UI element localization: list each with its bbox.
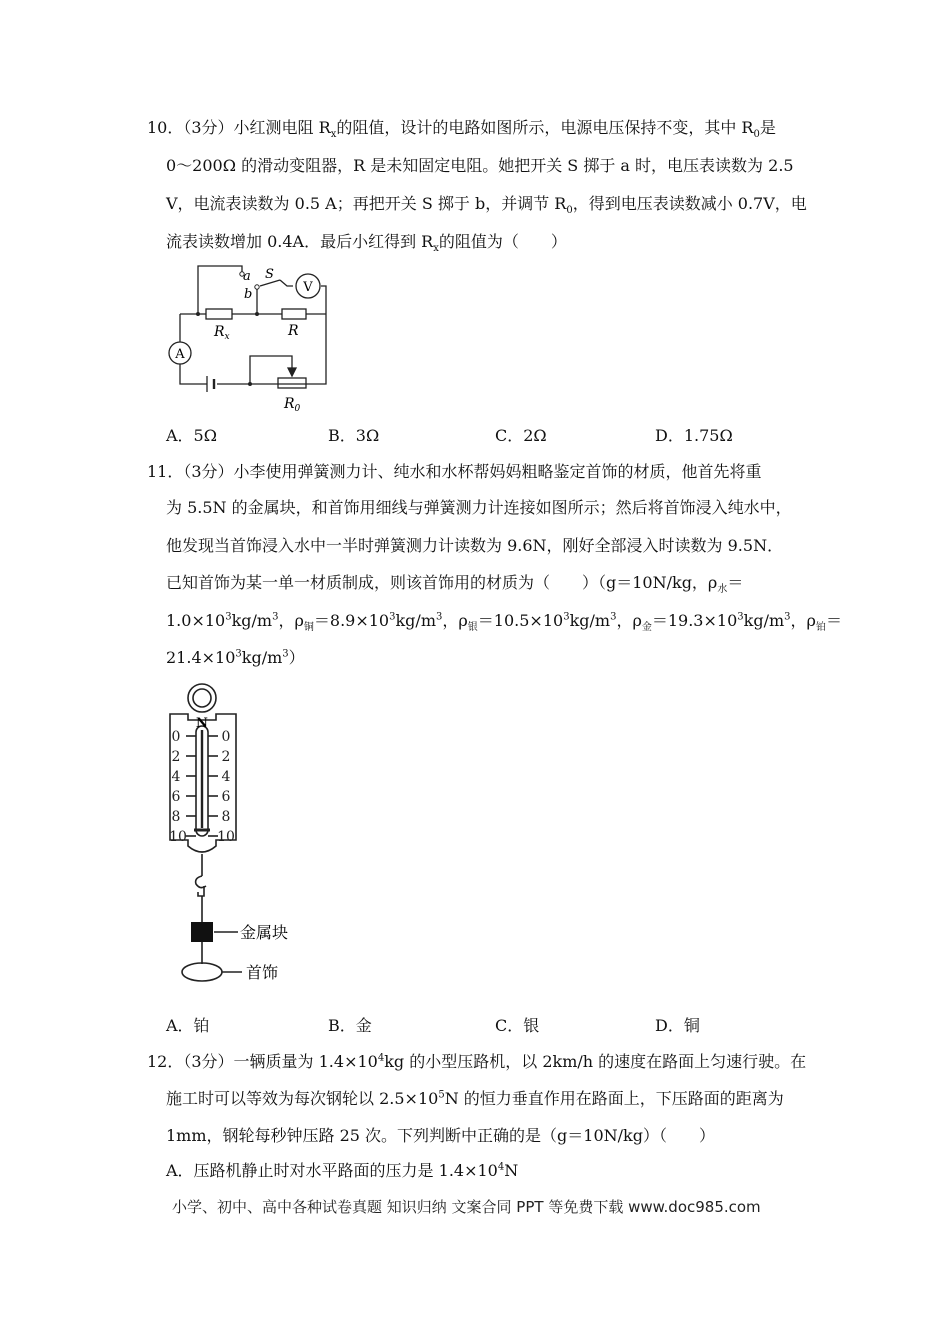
q11-line-5: $1.0\times 10^3kg/m^3$，$\rho_铜=8.9\times 10^3kg/m^3$，$\rho_银=10.5\times 10^3kg/m^3$，$\rho_金=19.3\times 10^3kg/m^3$，$\rho_铂=$: [166, 611, 842, 634]
q10-option-b[interactable]: B．3Ω: [328, 426, 380, 445]
q11-line-3: 他发现当首饰浸入水中一半时弹簧测力计读数为 9.6N，刚好全部浸入时读数为 9.5N．: [166, 536, 784, 555]
r-label: R: [288, 323, 299, 339]
circuit-diagram: [160, 258, 340, 418]
svg-text:2: 2: [221, 749, 231, 765]
r0-label: $R_0$: [284, 396, 301, 414]
svg-text:10: 10: [217, 829, 235, 845]
q11-line-6: $21.4\times 10^3kg/m^3$）: [166, 648, 305, 667]
jewelry-label: 首饰: [246, 963, 279, 982]
q11-line-1: 11．（3分）小李使用弹簧测力计、纯水和水杯帮妈妈粗略鉴定首饰的材质，他首先将重: [147, 462, 762, 481]
q12-line-3: 1mm，钢轮每秒钟压路 25 次。下列判断中正确的是（g＝10N/kg）（ ）: [166, 1126, 715, 1145]
svg-text:2: 2: [171, 749, 181, 765]
metal-block-label: 金属块: [240, 923, 289, 942]
q10-line-2: 0～200Ω 的滑动变阻器，R 是未知固定电阻。她把开关 S 掷于 a 时，电压表读数为 2.5: [166, 156, 794, 175]
q11-option-d[interactable]: D．铜: [655, 1016, 700, 1035]
q11-line-2: 为 5.5N 的金属块，和首饰用细线与弹簧测力计连接如图所示；然后将首饰浸入纯水中，: [166, 498, 792, 517]
scale-unit-label: N: [196, 716, 208, 731]
rx-label: $R_x$: [214, 324, 230, 342]
q10-option-c[interactable]: C．2Ω: [495, 426, 547, 445]
q11-line-4: 已知首饰为某一单一材质制成，则该首饰用的材质为（ ）（g＝10N/kg，$\rho_水=$: [166, 573, 744, 596]
q11-option-b[interactable]: B．金: [328, 1016, 372, 1035]
svg-text:6: 6: [171, 789, 181, 805]
svg-text:4: 4: [221, 769, 231, 785]
svg-text:0: 0: [221, 729, 231, 745]
q11-option-a[interactable]: A．铂: [166, 1016, 210, 1035]
contact-b-label: b: [244, 287, 253, 302]
q10-option-a[interactable]: A．5Ω: [166, 426, 218, 445]
page-footer: 小学、初中、高中各种试卷真题 知识归纳 文案合同 PPT 等免费下载 www.doc985.com: [172, 1198, 761, 1216]
metal-block: [191, 922, 213, 942]
q12-line-1: 12．（3分）一辆质量为 $1.4\times 10^4kg$ 的小型压路机，以 2km/h 的速度在路面上匀速行驶。在: [147, 1052, 807, 1071]
q11-option-c[interactable]: C．银: [495, 1016, 540, 1035]
q10-option-d[interactable]: D．1.75Ω: [655, 426, 733, 445]
contact-a-label: a: [243, 269, 251, 284]
svg-text:10: 10: [169, 829, 187, 845]
svg-text:6: 6: [221, 789, 231, 805]
switch-label: S: [265, 267, 274, 282]
q12-option-a[interactable]: A．压路机静止时对水平路面的压力是 $1.4\times 10^4N$: [166, 1161, 519, 1180]
svg-text:8: 8: [221, 809, 231, 825]
q10-line-1: 10．（3分）小红测电阻 $R_x$的阻值，设计的电路如图所示，电源电压保持不变，其中 $R_0$是: [147, 118, 776, 141]
svg-text:A: A: [175, 347, 185, 362]
svg-text:0: 0: [171, 729, 181, 745]
svg-text:8: 8: [171, 809, 181, 825]
svg-text:V: V: [303, 280, 313, 295]
svg-text:4: 4: [171, 769, 181, 785]
q12-line-2: 施工时可以等效为每次钢轮以 $2.5\times 10^5N$ 的恒力垂直作用在路面上，下压路面的距离为: [166, 1089, 784, 1108]
q10-line-3: V，电流表读数为 0.5 A；再把开关 S 掷于 b，并调节 $R_0$，得到电压表读数减小 0.7V，电: [166, 194, 807, 217]
spring-scale-diagram: [160, 680, 320, 992]
q10-line-4: 流表读数增加 0.4A．最后小红得到 $R_x$的阻值为（ ）: [166, 232, 567, 255]
